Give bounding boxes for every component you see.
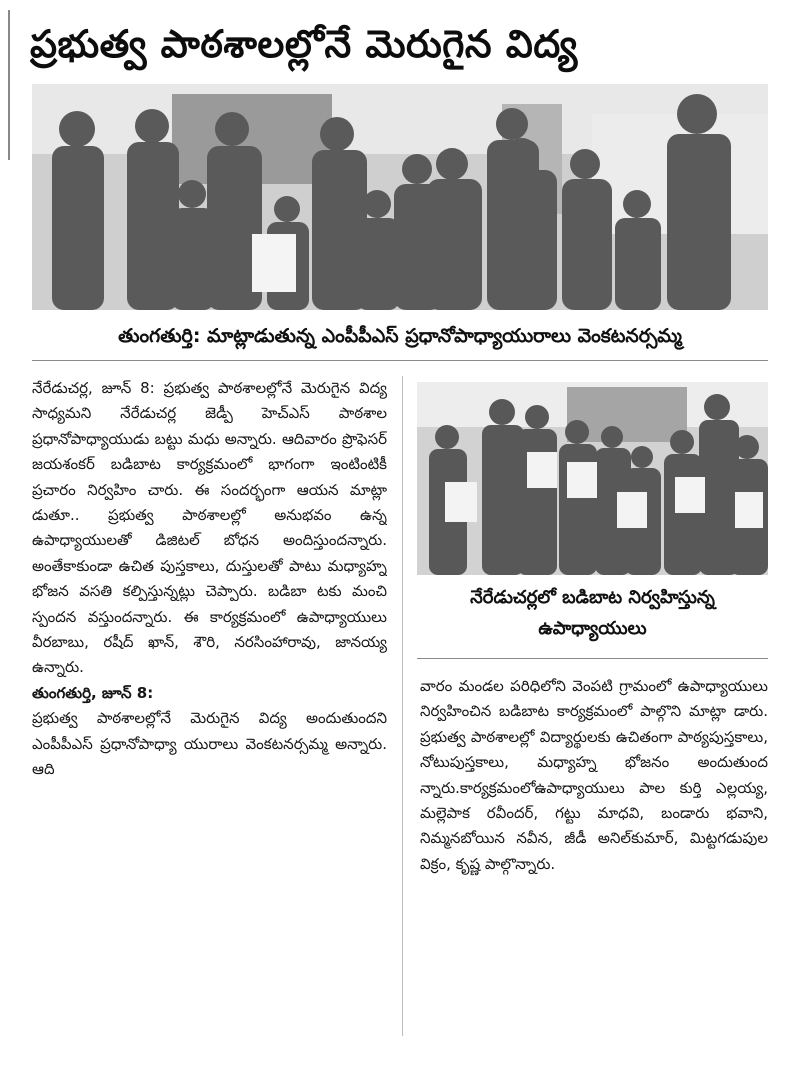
caption-divider bbox=[32, 360, 768, 361]
caption-divider bbox=[417, 658, 768, 659]
photo-icon bbox=[417, 382, 768, 575]
column-divider bbox=[402, 376, 403, 1036]
page-edge-rule bbox=[8, 10, 10, 160]
side-photo-caption: నేరేడుచర్లలో బడిబాట నిర్వహిస్తున్న ఉపాధ్యాయులు bbox=[470, 587, 715, 639]
dateline: తుంగతుర్తి, జూన్ 8: bbox=[32, 683, 154, 702]
main-photo-caption: తుంగతుర్తి: మాట్లాడుతున్న ఎంపీపీఎస్ ప్రధానోపాధ్యాయురాలు వెంకటనర్సమ్మ bbox=[118, 325, 682, 347]
article-paragraph: వారం మండల పరిధిలోని వెంపటి గ్రామంలో ఉపాధ్యాయులు నిర్వహించిన బడిబాట కార్యక్రమంలో పాల్గొని మాట్లా డారు. ప్రభుత్వ పాఠశాలల్లో విద్యార్థులకు ఉచితంగా పాఠ్యపుస్తకాలు, నోటుపుస్తకాలు, మధ్యాహ్న భోజనం అందుతుంద న్నారు.కార్యక్రమంలోఉపాధ్యాయులు పాల కుర్తి ఎల్లయ్య, మల్లెపాక రవీందర్, గట్టు మాధవి, బండారు భవాని, నిమ్మనబోయిన నవీన, జీడీ అనిల్‌కుమార్, మిట్టగడుపుల విక్రం, కృష్ణ పాల్గొన్నారు. bbox=[420, 677, 768, 873]
article-left-column bbox=[32, 376, 387, 1036]
headline: ప్రభుత్వ పాఠశాలల్లోనే మెరుగైన విద్య bbox=[30, 22, 578, 66]
article-right-column bbox=[420, 674, 768, 1034]
photo-icon bbox=[32, 84, 768, 310]
main-photo bbox=[32, 84, 768, 310]
article-paragraph: నేరేడుచర్ల, జూన్ 8: ప్రభుత్వ పాఠశాలల్లోనే మెరుగైన విద్య సాధ్యమని నేరేడుచర్ల జెడ్పీ హెచ్‌ఎస్ పాఠశాల ప్రధానోపాధ్యాయుడు బట్టు మధు అన్నారు. ఆదివారం ప్రొఫెసర్ జయశంకర్ బడిబాట కార్యక్రమంలో భాగంగా ఇంటింటికీ ప్రచారం నిర్వహిం చారు. ఈ సందర్భంగా ఆయన మాట్లా డుతూ.. ప్రభుత్వ పాఠశాలల్లో అనుభవం ఉన్న ఉపాధ్యాయులతో డిజిటల్ బోధన అందిస్తుందన్నారు. అంతేకాకుండా ఉచిత పుస్తకాలు, దుస్తులతో పాటు మధ్యాహ్న భోజన వసతి కల్పిస్తున్నట్లు చెప్పారు. బడిబా టకు మంచి స్పందన వస్తుందన్నారు. ఈ కార్యక్రమంలో ఉపాధ్యాయులు వీరబాబు, రషీద్ ఖాన్, శౌరి, నరసింహారావు, జానయ్య ఉన్నారు. bbox=[32, 379, 387, 677]
article-paragraph: ప్రభుత్వ పాఠశాలల్లోనే మెరుగైన విద్య అందుతుందని ఎంపీపీఎస్ ప్రధానోపాధ్యా యురాలు వెంకటనర్సమ్మ అన్నారు. ఆది bbox=[32, 709, 387, 779]
side-photo bbox=[417, 382, 768, 575]
